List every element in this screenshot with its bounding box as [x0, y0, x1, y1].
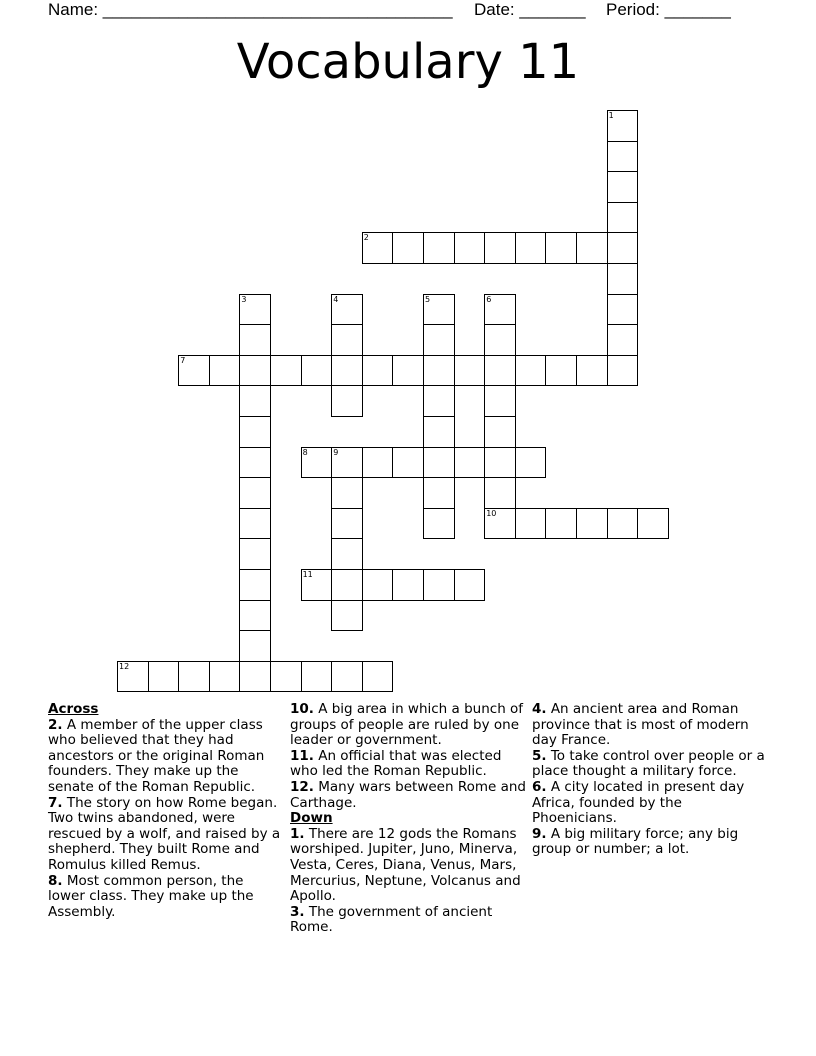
crossword-cell[interactable] [484, 416, 516, 448]
crossword-cell[interactable] [331, 385, 363, 417]
crossword-cell[interactable] [239, 600, 271, 632]
clue-number: 12. [290, 778, 314, 795]
crossword-cell[interactable] [331, 569, 363, 601]
clue-number: 10. [290, 701, 314, 717]
crossword-cell[interactable] [392, 569, 424, 601]
crossword-cell[interactable] [607, 324, 639, 356]
clue-down-4 [532, 702, 768, 749]
crossword-cell[interactable] [423, 416, 455, 448]
page-title: Vocabulary 11 [236, 34, 580, 90]
crossword-cell[interactable] [423, 447, 455, 479]
clue-down-6 [532, 780, 768, 827]
crossword-cell[interactable] [331, 538, 363, 570]
clue-text: To take control over people or a place thought a military force. [532, 747, 765, 780]
clue-down-1 [290, 827, 526, 905]
crossword-cell[interactable] [239, 508, 271, 540]
clue-text: An ancient area and Roman province that is most of modern day France. [532, 701, 749, 749]
crossword-cell[interactable] [362, 569, 394, 601]
crossword-cell[interactable] [484, 324, 516, 356]
clue-number: 5. [532, 747, 547, 764]
clue-down-5 [532, 749, 768, 780]
cell-number: 6 [486, 294, 492, 304]
crossword-cell[interactable] [331, 355, 363, 387]
crossword-cell[interactable] [484, 508, 516, 540]
cell-number: 4 [333, 294, 339, 304]
clue-across-7 [48, 796, 284, 874]
crossword-cell[interactable] [576, 355, 608, 387]
crossword-cell[interactable] [484, 355, 516, 387]
clue-text: A member of the upper class who believed that they had ancestors or the original Roman founders. They make up the senate of the Roman Republic. [48, 716, 265, 795]
crossword-cell[interactable] [423, 385, 455, 417]
crossword-cell[interactable] [362, 355, 394, 387]
name-field-label: Name: _____________________________________ [48, 0, 453, 19]
crossword-cell[interactable] [484, 447, 516, 479]
clue-text: A city located in present day Africa, founded by the Phoenicians. [532, 778, 745, 827]
crossword-cell[interactable] [331, 324, 363, 356]
crossword-cell[interactable] [392, 355, 424, 387]
crossword-cell[interactable] [301, 569, 333, 601]
crossword-cell[interactable] [423, 508, 455, 540]
clue-column-1 [48, 702, 284, 920]
across-heading: Across [48, 701, 99, 717]
crossword-cell[interactable] [637, 508, 669, 540]
crossword-cell[interactable] [239, 324, 271, 356]
crossword-cell[interactable] [454, 447, 486, 479]
crossword-cell[interactable] [545, 232, 577, 264]
clue-across-10 [290, 702, 526, 749]
crossword-cell[interactable] [484, 385, 516, 417]
crossword-cell[interactable] [331, 508, 363, 540]
crossword-cell[interactable] [117, 661, 149, 693]
clue-down-3 [290, 905, 526, 936]
crossword-cell[interactable] [301, 447, 333, 479]
crossword-cell[interactable] [239, 385, 271, 417]
clue-text: An official that was elected who led the Roman Republic. [290, 747, 502, 780]
crossword-cell[interactable] [607, 110, 639, 142]
clue-number: 3. [290, 903, 305, 920]
crossword-cell[interactable] [545, 508, 577, 540]
crossword-cell[interactable] [515, 232, 547, 264]
crossword-cell[interactable] [392, 232, 424, 264]
crossword-cell[interactable] [454, 569, 486, 601]
clue-text: Most common person, the lower class. They make up the Assembly. [48, 872, 254, 920]
clue-text: A big area in which a bunch of groups of people are ruled by one leader or government. [290, 701, 524, 749]
clue-text: The story on how Rome began. Two twins abandoned, were rescued by a wolf, and raised by a shepherd. They built Rome and Romulus killed Remus. [48, 794, 281, 873]
clue-column-3 [532, 702, 768, 858]
crossword-cell[interactable] [270, 661, 302, 693]
cell-number: 8 [302, 447, 308, 457]
crossword-cell[interactable] [515, 508, 547, 540]
clue-number: 8. [48, 872, 63, 889]
cell-number: 7 [180, 355, 186, 365]
crossword-cell[interactable] [484, 294, 516, 326]
crossword-cell[interactable] [362, 232, 394, 264]
down-heading: Down [290, 810, 333, 827]
crossword-cell[interactable] [148, 661, 180, 693]
clue-down-9 [532, 827, 768, 858]
crossword-cell[interactable] [239, 477, 271, 509]
cell-number: 2 [363, 233, 369, 243]
crossword-cell[interactable] [331, 661, 363, 693]
cell-number: 12 [119, 661, 130, 671]
crossword-cell[interactable] [423, 232, 455, 264]
cell-number: 1 [608, 111, 614, 120]
crossword-cell[interactable] [239, 294, 271, 326]
crossword-cell[interactable] [331, 294, 363, 326]
crossword-cell[interactable] [270, 355, 302, 387]
clue-column-2 [290, 702, 526, 936]
crossword-cell[interactable] [239, 447, 271, 479]
crossword-cell[interactable] [239, 661, 271, 693]
clue-across-11 [290, 749, 526, 780]
clue-across-2 [48, 718, 284, 796]
cell-number: 3 [241, 294, 247, 304]
clue-number: 11. [290, 747, 314, 764]
crossword-cell[interactable] [239, 630, 271, 662]
crossword-cell[interactable] [454, 232, 486, 264]
crossword-cell[interactable] [607, 294, 639, 326]
crossword-cell[interactable] [576, 232, 608, 264]
cell-number: 9 [333, 447, 339, 457]
clue-across-8 [48, 874, 284, 921]
crossword-cell[interactable] [423, 294, 455, 326]
crossword-cell[interactable] [362, 661, 394, 693]
clue-number: 9. [532, 825, 547, 842]
clue-text: A big military force; any big group or number; a lot. [532, 825, 739, 858]
clue-text: There are 12 gods the Romans worshiped. Jupiter, Juno, Minerva, Vesta, Ceres, Diana, Venus, Mars, Mercurius, Neptune, Volcanus and Apollo. [290, 825, 521, 905]
clue-text: The government of ancient Rome. [290, 903, 493, 936]
crossword-cell[interactable] [423, 569, 455, 601]
clue-text: Many wars between Rome and Carthage. [290, 778, 527, 811]
crossword-cell[interactable] [362, 447, 394, 479]
crossword-cell[interactable] [607, 232, 639, 264]
crossword-cell[interactable] [239, 355, 271, 387]
clue-number: 2. [48, 716, 63, 733]
crossword-cell[interactable] [576, 508, 608, 540]
crossword-cell[interactable] [607, 355, 639, 387]
clue-across-12 [290, 780, 526, 811]
crossword-cell[interactable] [607, 202, 639, 234]
crossword-cell[interactable] [178, 661, 210, 693]
crossword-cell[interactable] [301, 661, 333, 693]
crossword-cell[interactable] [607, 263, 639, 295]
crossword-cell[interactable] [423, 324, 455, 356]
crossword-cell[interactable] [545, 355, 577, 387]
crossword-cell[interactable] [331, 477, 363, 509]
crossword-cell[interactable] [454, 355, 486, 387]
crossword-cell[interactable] [423, 477, 455, 509]
crossword-cell[interactable] [392, 447, 424, 479]
crossword-cell[interactable] [239, 538, 271, 570]
crossword-cell[interactable] [484, 232, 516, 264]
crossword-cell[interactable] [607, 141, 639, 173]
crossword-cell[interactable] [515, 355, 547, 387]
crossword-cell[interactable] [484, 477, 516, 509]
clue-number: 6. [532, 778, 547, 795]
crossword-cell[interactable] [331, 600, 363, 632]
crossword-cell[interactable] [178, 355, 210, 387]
crossword-cell[interactable] [239, 569, 271, 601]
crossword-cell[interactable] [607, 508, 639, 540]
crossword-cell[interactable] [239, 416, 271, 448]
crossword-cell[interactable] [301, 355, 333, 387]
cell-number: 5 [425, 294, 431, 304]
crossword-cell[interactable] [209, 355, 241, 387]
clue-number: 4. [532, 701, 547, 717]
crossword-cell[interactable] [423, 355, 455, 387]
period-field-label: Period: _______ [606, 0, 731, 19]
crossword-cell[interactable] [515, 447, 547, 479]
cell-number: 11 [302, 570, 313, 579]
crossword-cell[interactable] [331, 447, 363, 479]
crossword-cell[interactable] [209, 661, 241, 693]
cell-number: 10 [486, 508, 497, 518]
clue-number: 1. [290, 825, 305, 842]
clue-number: 7. [48, 794, 63, 811]
crossword-cell[interactable] [607, 171, 639, 203]
date-field-label: Date: _______ [474, 0, 586, 19]
